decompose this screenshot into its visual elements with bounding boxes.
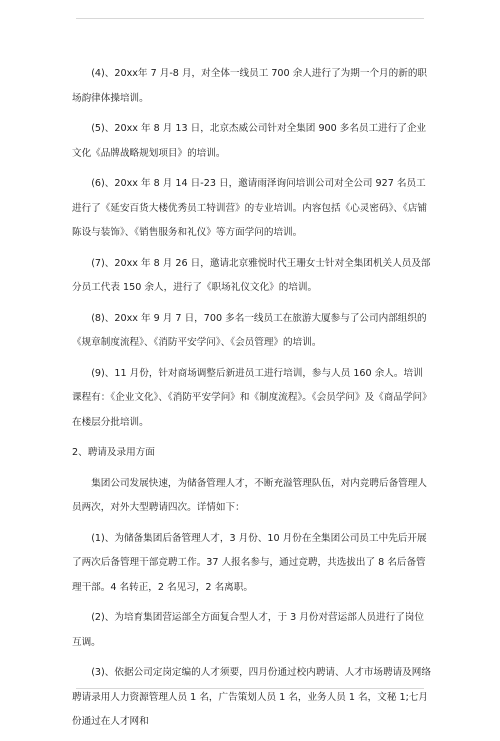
paragraph-training-7: (7)、20xx 年 8 月 26 日，邀请北京雅悦时代王珊女士针对全集团机关人员及部分员工代表 150 余人，进行了《职场礼仪文化》的培训。 <box>72 257 431 293</box>
paragraph-training-6: (6)、20xx 年 8 月 14 日-23 日，邀请雨泽询问培训公司对全公司 927 名员工进行了《延安百货大楼优秀员工特训营》的专业培训。内容包括《心灵密码》、《店铺陈设与装饰》、《销售服务和礼仪》等方面学问的培训。 <box>72 178 427 238</box>
bottom-divider <box>76 688 424 689</box>
section-heading-recruitment: 2、聘请及录用方面 <box>72 447 155 458</box>
paragraph-recruitment-1: (1)、为储备集团后备管理人才，3 月份、10 月份在全集团公司员工中先后开展了两次后备管理干部竞聘工作。37 人报名参与，通过竞聘，共选拔出了 8 名后备管理干部。4 名转正，2 名见习，2 名离职。 <box>72 532 427 593</box>
top-divider <box>76 18 424 19</box>
document-body <box>72 62 432 741</box>
paragraph-training-5: (5)、20xx 年 8 月 13 日，北京杰威公司针对全集团 900 多名员工进行了企业文化《品牌战略规划项目》的培训。 <box>72 123 427 159</box>
paragraph-training-8: (8)、20xx 年 9 月 7 日，700 多名一线员工在旅游大厦参与了公司内部组织的《规章制度流程》、《消防平安学问》、《会员管理》的培训。 <box>72 312 427 348</box>
paragraph-recruitment-2: (2)、为培育集团营运部全方面复合型人才，于 3 月份对营运部人员进行了岗位互调。 <box>72 612 424 648</box>
paragraph-training-9: (9)、11 月份，针对商场调整后新进员工进行培训，参与人员 160 余人。培训课程有：《企业文化》、《消防平安学问》和《制度流程》。《会员学问》及《商品学问》在楼层分批培训。 <box>72 367 432 428</box>
paragraph-recruitment-3: (3)、依据公司定岗定编的人才须要，四月份通过校内聘请、人才市场聘请及网络聘请录用人力资源管理人员 1 名，广告策划人员 1 名，业务人员 1 名，文秘 1;七月份通过在人才网和 <box>72 667 431 727</box>
paragraph-training-4: (4)、20xx年 7 月-8 月，对全体一线员工 700 余人进行了为期一个月的新的职场韵律体操培训。 <box>72 68 428 104</box>
paragraph-recruitment-intro: 集团公司发展快速，为储备管理人才，不断充溢管理队伍，对内竞聘后备管理人员两次，对外大型聘请四次。详情如下： <box>72 477 427 513</box>
